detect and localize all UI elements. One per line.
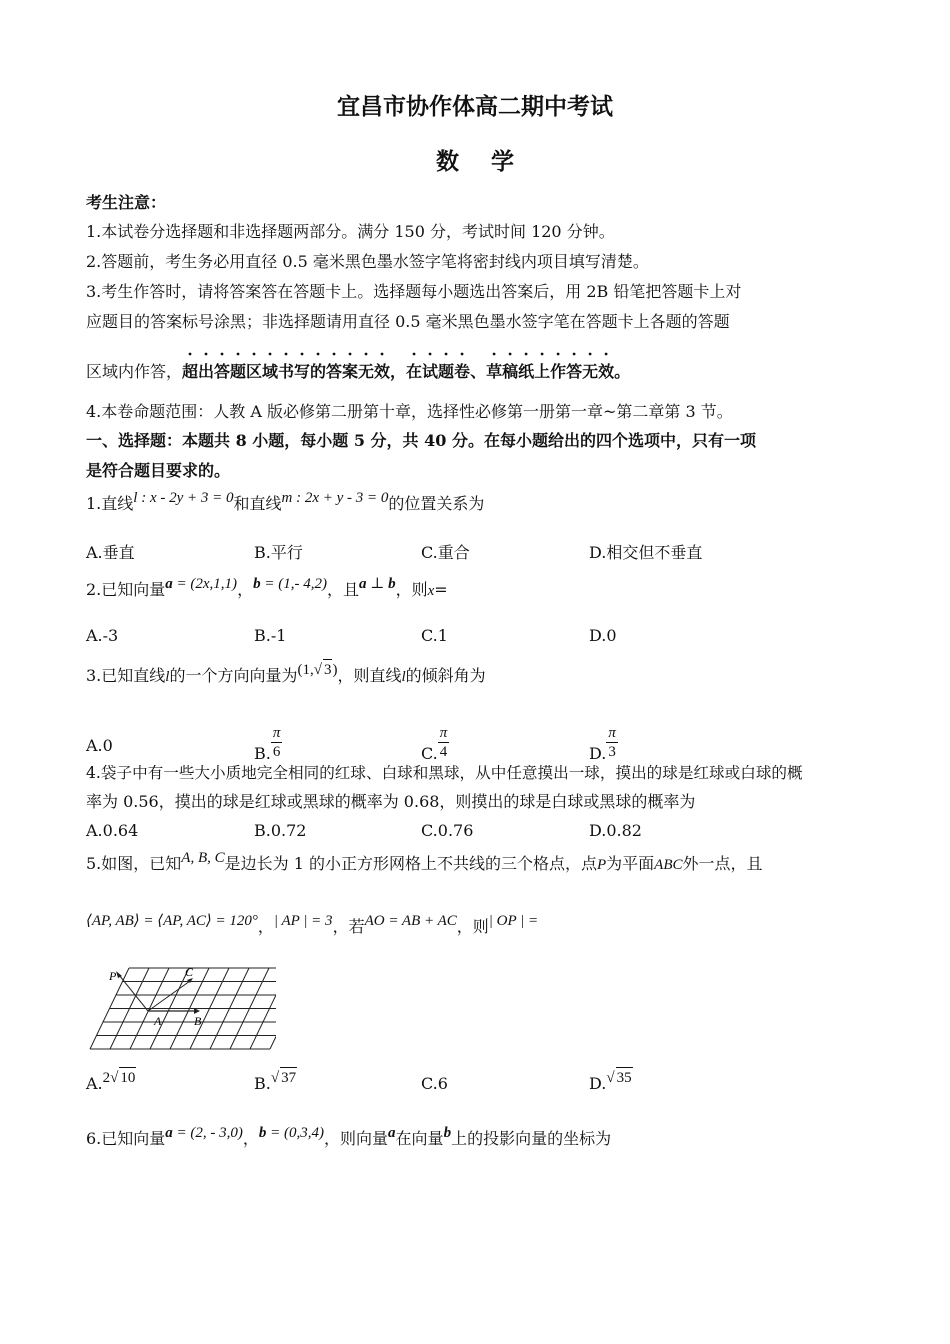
- q1-stem: 1.直线: [86, 494, 134, 513]
- q5-option-a[interactable]: A.2√ 10: [86, 1074, 136, 1095]
- segment-ap: [119, 975, 148, 1011]
- emphasis-dot: [301, 353, 304, 356]
- q6-stem: ，则向量: [324, 1129, 389, 1148]
- q2-stem: ，且: [326, 580, 359, 599]
- question-6: [86, 1125, 612, 1150]
- label-b: B: [194, 1014, 202, 1028]
- notice-item-2: 2.答题前，考生务必用直径 0.5 毫米黑色墨水签字笔将密封线内项目填写清楚。: [86, 252, 649, 271]
- q6-vector-a: a: [388, 1125, 396, 1141]
- q5-ask: | OP | =: [488, 913, 539, 929]
- q2-perp: ⊥: [366, 576, 389, 592]
- q5-length-condition: | AP | = 3: [273, 913, 333, 929]
- q5-option-c[interactable]: C.6: [421, 1074, 448, 1093]
- q6-stem: 6.已知向量: [86, 1129, 166, 1148]
- q1-stem: 和直线: [233, 494, 282, 513]
- question-5-line-1: [86, 850, 763, 875]
- q1-equation-l: l : x - 2y + 3 = 0: [133, 490, 234, 506]
- question-1: [86, 490, 485, 515]
- emphasis-dot: [573, 353, 576, 356]
- q1-option-b[interactable]: B.平行: [254, 543, 303, 562]
- notice-item-4: 4.本卷命题范围：人教 A 版必修第二册第十章，选择性必修第一册第一章~第二章第 3 节。: [86, 402, 733, 421]
- q5-option-b[interactable]: B.√ 37: [254, 1074, 297, 1095]
- q5-plane: ABC: [654, 857, 683, 873]
- emphasized-warning-b: 在试题卷: [406, 362, 471, 381]
- q2-vector-b-value: = (1,- 4,2): [260, 576, 327, 592]
- q5-angle-condition: ⟨AP, AB⟩ = ⟨AP, AC⟩ = 120°: [86, 913, 258, 929]
- emphasis-dot: [253, 353, 256, 356]
- emphasis-dot: [589, 353, 592, 356]
- emphasis-dot: [205, 353, 208, 356]
- q6-vector-a: a: [165, 1125, 173, 1141]
- emphasis-dot: [365, 353, 368, 356]
- q3-direction-vector: (1,√ 3): [297, 662, 337, 678]
- emphasis-dot: [605, 353, 608, 356]
- exam-title: 宜昌市协作体高二期中考试: [337, 93, 613, 120]
- q3-line-l: l: [165, 669, 170, 685]
- q2-stem: 2.已知向量: [86, 580, 166, 599]
- notice-item-3-line-2: 应题目的答案标号涂黑；非选择题请用直径 0.5 毫米黑色墨水签字笔在答题卡上各题的答题: [86, 312, 730, 331]
- q2-option-d[interactable]: D.0: [589, 626, 617, 645]
- label-a: A: [154, 1014, 162, 1028]
- q4-option-a[interactable]: A.0.64: [86, 821, 139, 840]
- q3-option-d[interactable]: D. $\frac{\pi}{3}$: [589, 725, 616, 763]
- emphasis-dot: [445, 353, 448, 356]
- q2-vector-b: b: [253, 576, 261, 592]
- q2-option-b[interactable]: B.-1: [254, 626, 287, 645]
- emphasis-dot: [381, 353, 384, 356]
- q3-line-l: l: [401, 669, 406, 685]
- punctuation: ，: [390, 362, 407, 381]
- q5-point-p: P: [596, 857, 607, 873]
- q1-equation-m: m : 2x + y - 3 = 0: [281, 490, 389, 506]
- q2-cond-a: a: [358, 576, 367, 592]
- emphasis-dot: [541, 353, 544, 356]
- q4-option-d[interactable]: D.0.82: [589, 821, 642, 840]
- notice-item-3-line-3: [86, 362, 630, 382]
- q3-stem: 3.已知直线: [86, 666, 166, 685]
- emphasis-dot: [493, 353, 496, 356]
- emphasis-dot: [237, 353, 240, 356]
- q3-stem: 的倾斜角为: [405, 666, 486, 685]
- q5-points: A, B, C: [181, 850, 225, 866]
- q2-stem: ，: [237, 580, 254, 599]
- q6-stem: 在向量: [395, 1129, 444, 1148]
- emphasis-dot: [189, 353, 192, 356]
- emphasized-warning-c: 草稿纸上作答无效: [486, 362, 615, 381]
- notice-heading: 考生注意：: [86, 193, 167, 212]
- q5-stem: 外一点，且: [682, 854, 763, 873]
- emphasis-dot: [509, 353, 512, 356]
- q2-vector-a-value: = (2x,1,1): [172, 576, 238, 592]
- q5-stem: 5.如图，已知: [86, 854, 182, 873]
- question-2: [86, 576, 448, 601]
- q2-vector-a: a: [165, 576, 173, 592]
- punctuation: 、: [470, 362, 487, 381]
- question-4-line-2: 率为 0.56，摸出的球是红球或黑球的概率为 0.68，则摸出的球是白球或黑球的概率为: [86, 792, 696, 811]
- emphasis-dot: [285, 353, 288, 356]
- q5-stem: 是边长为 1 的小正方形网格上不共线的三个格点，点: [224, 854, 597, 873]
- section-1-heading-line-2: 是符合题目要求的。: [86, 461, 231, 480]
- emphasized-warning-a: 超出答题区域书写的答案无效: [182, 362, 391, 381]
- q3-stem: ，则直线: [337, 666, 402, 685]
- q2-option-a[interactable]: A.-3: [86, 626, 119, 645]
- emphasis-dot: [221, 353, 224, 356]
- q5-stem: ，若: [332, 917, 365, 936]
- emphasis-dot: [525, 353, 528, 356]
- q6-vector-b: b: [443, 1125, 452, 1141]
- section-1-heading-line-1: 一、选择题：本题共 8 小题，每小题 5 分，共 40 分。在每小题给出的四个选项中，只有一项: [86, 431, 756, 450]
- q5-option-d[interactable]: D.√ 35: [589, 1074, 633, 1095]
- question-4-line-1: 4.袋子中有一些大小质地完全相同的红球、白球和黑球，从中任意摸出一球，摸出的球是红球或白球的概: [86, 764, 803, 782]
- emphasis-dot: [461, 353, 464, 356]
- emphasis-dot: [429, 353, 432, 356]
- segment-ac: [148, 981, 190, 1011]
- q6-vector-a-value: = (2, - 3,0): [172, 1125, 243, 1141]
- question-5-line-2: [86, 913, 539, 938]
- emphasis-dot: [317, 353, 320, 356]
- q6-stem: ，: [242, 1129, 259, 1148]
- question-3: [86, 662, 486, 687]
- emphasis-dot: [557, 353, 560, 356]
- notice-item-1: 1.本试卷分选择题和非选择题两部分。满分 150 分，考试时间 120 分钟。: [86, 222, 615, 241]
- q3-stem: 的一个方向向量为: [169, 666, 298, 685]
- emphasis-dot: [269, 353, 272, 356]
- q6-stem: 上的投影向量的坐标为: [451, 1129, 612, 1148]
- emphasis-dots: [0, 350, 950, 358]
- label-p: P: [109, 969, 117, 983]
- q2-variable: x: [427, 583, 435, 599]
- emphasis-dot: [413, 353, 416, 356]
- q1-option-a[interactable]: A.垂直: [86, 543, 135, 562]
- q5-grid-figure: [86, 963, 276, 1055]
- q4-option-b[interactable]: B.0.72: [254, 821, 307, 840]
- q6-vector-b-value: = (0,3,4): [266, 1125, 325, 1141]
- emphasis-dot: [333, 353, 336, 356]
- q3-option-c[interactable]: C. $\frac{\pi}{4}$: [421, 725, 448, 763]
- notice-text: 区域内作答，: [86, 362, 183, 381]
- q2-option-c[interactable]: C.1: [421, 626, 448, 645]
- emphasis-dot: [349, 353, 352, 356]
- q5-vector-condition: AO = AB + AC: [364, 913, 457, 929]
- q5-stem: ，则: [456, 917, 489, 936]
- q1-option-d[interactable]: D.相交但不垂直: [589, 543, 703, 562]
- q4-option-c[interactable]: C.0.76: [421, 821, 474, 840]
- q2-stem: =: [434, 580, 448, 599]
- q2-stem: ，则: [395, 580, 428, 599]
- q1-option-c[interactable]: C.重合: [421, 543, 470, 562]
- subject-title: 数 学: [435, 148, 515, 175]
- label-c: C: [185, 965, 194, 979]
- q2-cond-b: b: [388, 576, 396, 592]
- q6-vector-b: b: [258, 1125, 267, 1141]
- q1-stem: 的位置关系为: [388, 494, 485, 513]
- q5-stem: 为平面: [606, 854, 655, 873]
- q3-option-a[interactable]: A.0: [86, 736, 113, 755]
- notice-item-3-line-1: 3.考生作答时，请将答案答在答题卡上。选择题每小题选出答案后，用 2B 铅笔把答题卡上对: [86, 282, 742, 301]
- punctuation: 。: [614, 362, 631, 381]
- q5-stem: ，: [257, 917, 274, 936]
- q3-option-b[interactable]: B. $\frac{\pi}{6}$: [254, 725, 281, 763]
